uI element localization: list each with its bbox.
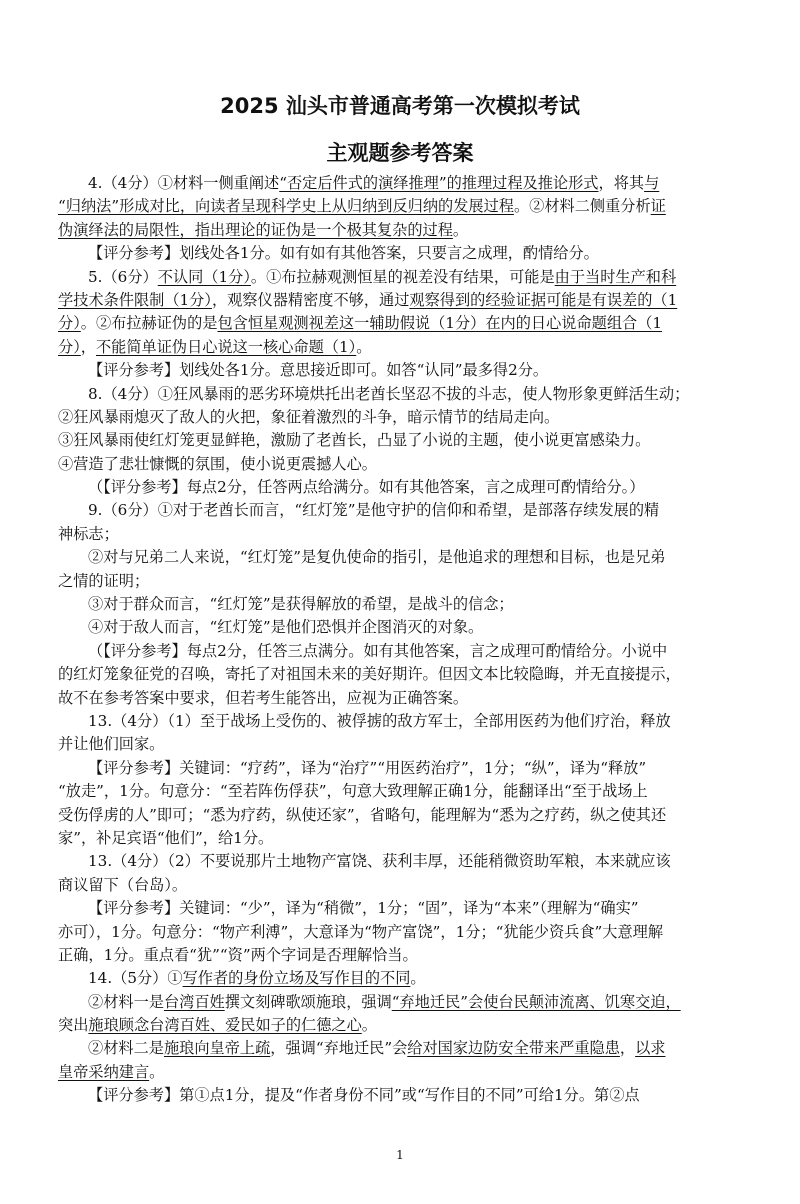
text-line [58,921,770,944]
text-segment: 【评分参考】划线处各1分。如有如有其他答案，只要言之成理，酌情给分。 [88,244,599,263]
underlined-text: 台湾百姓 [163,992,225,1011]
text-segment: 。 [452,220,469,239]
underlined-text: 证 [650,197,666,216]
text-line [58,616,770,639]
text-line [58,1037,770,1060]
text-segment: ④营造了悲壮慷慨的氛围，使小说更震撼人心。 [58,454,377,473]
underlined-text: “弃地迁民”会使台民颠沛流离、饥寒交迫， [391,992,681,1011]
text-segment: 。②布拉赫证伪的是 [80,314,218,333]
text-line [58,359,770,382]
text-line [58,546,770,569]
text-line [58,1061,770,1084]
text-segment: 。 [356,337,372,356]
text-line [58,733,770,756]
underlined-text: 不能简单证伪日心说这一核心命题（1） [95,337,357,356]
text-segment: ③狂风暴雨使红灯笼更显鲜艳，激励了老酋长，凸显了小说的主题，使小说更富感染力。 [58,431,651,450]
text-segment: ，强调“弃地迁民”会 [270,1039,408,1058]
text-line [58,406,770,429]
text-segment: （【评分参考】每点2分，任答两点给满分。如有其他答案，言之成理可酌情给分。） [88,478,645,497]
underlined-text: 学技术条件限制（1分） [58,290,212,309]
page-title: 2025 汕头市普通高考第一次模拟考试 [220,94,580,118]
text-line [58,523,770,546]
text-line [58,499,770,522]
text-line [58,266,770,289]
text-line [58,429,770,452]
text-line [58,195,770,218]
text-line [58,967,770,990]
text-line [58,476,770,499]
text-line [58,874,770,897]
text-segment: 5.（6分） [88,267,158,286]
text-line [58,383,770,406]
text-segment: 家”，补足宾语“他们”，给1分。 [58,828,274,847]
underlined-text: 与 [644,174,660,192]
text-segment: 。①布拉赫观测恒星的视差没有结果，可能是 [250,267,555,286]
underlined-text: 伪演绎法的局限性，指出理论的证伪是一个极其复杂的过程 [58,220,453,239]
underlined-text: 不认同（1分） [157,267,251,286]
underlined-text: 观察得到的经验证据可能是有误差的（1 [409,290,678,309]
text-segment: ，观察仪器精密度不够，通过 [211,290,410,309]
text-segment: 神标志； [58,524,119,543]
text-segment: 。 [410,969,426,988]
text-line [58,710,770,733]
text-segment: 13.（4分）（1）至于战场上受伤的、被俘掳的敌方军士，全部用医药为他们疗治，释放 [88,711,671,730]
text-line [58,687,770,710]
page-subtitle: 主观题参考答案 [326,141,474,165]
text-line [58,593,770,616]
underlined-text: 皇帝采纳建言 [58,1062,150,1081]
text-segment: 。②材料二侧重分析 [513,197,651,216]
text-segment: 亦可），1分。句意分：“物产利溥”，大意译为“物产富饶”，1分；“犹能少资兵食”大意理解 [58,922,664,941]
underlined-text: 写作者的身份立场及写作目的不同 [182,969,411,988]
text-segment: ，将其 [598,174,645,192]
text-line [58,453,770,476]
text-line [58,757,770,780]
text-segment: “放走”，1分。句意分：“至若阵伤俘获”，句意大致理解正确1分，能翻译出“至于战场上 [58,782,648,801]
text-line [58,804,770,827]
text-segment: 。 [361,1016,377,1035]
text-segment: 【评分参考】第①点1分，提及“作者身份不同”或“写作目的不同”可给1分。第②点 [88,1086,640,1105]
text-segment: 【评分参考】关键词：“少”，译为“稍微”，1分；“固”，译为“本来”（理解为“确实” [88,899,639,918]
text-line [58,172,770,195]
text-segment: 9.（6分）①对于老酋长而言，“红灯笼”是他守护的信仰和希望，是部落存续发展的精 [88,501,660,520]
underlined-text: 施琅顾念台湾百姓、爱民如子的仁德之心 [88,1016,362,1035]
text-segment: 【评分参考】关键词：“疗药”，译为“治疗”“用医药治疗”，1分；“纵”，译为“释放” [88,758,647,777]
underlined-text: “否定后件式的演绎推理”的推理过程及推论形式 [279,174,599,192]
text-segment: ④对于敌人而言，“红灯笼”是他们恐惧并企图消灭的对象。 [88,618,484,637]
text-line [58,897,770,920]
underlined-text: 以求 [635,1039,666,1058]
text-line [58,850,770,873]
underlined-text: 由于当时生产和科 [554,267,677,286]
text-segment: 13.（4分）（2）不要说那片土地物产富饶、获利丰厚，还能稍微资助军粮，本来就应该 [88,852,671,871]
text-line [58,336,770,359]
text-segment: 突出 [58,1016,89,1035]
answer-body [58,172,770,1108]
text-segment: 的红灯笼象征党的召唤，寄托了对祖国未来的美好期许。但因文本比较隐晦，并无直接提示， [58,665,681,684]
underlined-text: 分） [58,314,81,333]
text-segment: 撰文刻碑歌颂施琅，强调 [224,992,392,1011]
text-line [58,780,770,803]
text-segment: ②材料一是 [88,992,164,1011]
text-line [58,289,770,312]
text-segment: ②狂风暴雨熄灭了敌人的火把，象征着激烈的斗争，暗示情节的结局走向。 [58,407,560,426]
text-line [58,827,770,850]
text-line [58,312,770,335]
text-line [58,640,770,663]
text-segment: 14.（5分）① [88,969,183,988]
text-line [58,570,770,593]
text-line [58,944,770,967]
text-line [58,663,770,686]
text-line [58,1084,770,1107]
text-segment: 故不在参考答案中要求，但若考生能答出，应视为正确答案。 [58,688,469,707]
text-segment: 正确，1分。重点看“犹”“资”两个字词是否理解恰当。 [58,945,418,964]
text-segment: ②对与兄弟二人来说，“红灯笼”是复仇使命的指引，是他追求的理想和目标，也是兄弟 [88,548,666,567]
text-line [58,242,770,265]
underlined-text: 施琅向皇帝上疏 [163,1039,271,1058]
text-segment: ③对于群众而言，“红灯笼”是获得解放的希望，是战斗的信念； [88,595,514,614]
text-segment: 4.（4分）①材料一侧重阐述 [88,174,280,192]
page-number: 1 [396,1148,404,1162]
underlined-text: “归纳法”形成对比，向读者呈现科学史上从归纳到反归纳的发展过程 [58,197,514,216]
text-segment: 之情的证明； [58,571,150,590]
text-segment: 商议留下（台岛）。 [58,875,188,894]
text-segment: ， [80,337,96,356]
text-segment: 并让他们回家。 [58,735,165,754]
text-segment: 【评分参考】划线处各1分。意思接近即可。如答“认同”最多得2分。 [88,361,549,380]
text-segment: （【评分参考】每点2分，任答三点满分。如有其他答案，言之成理可酌情给分。小说中 [88,641,668,660]
text-segment: 8.（4分）①狂风暴雨的恶劣环境烘托出老酋长坚忍不拔的斗志，使人物形象更鲜活生动； [88,384,690,403]
text-line [58,1014,770,1037]
text-segment: 受伤俘虏的人”即可；“悉为疗药，纵使还家”，省略句，能理解为“悉为之疗药，纵之使其还 [58,805,667,824]
text-segment: ， [619,1039,636,1058]
underlined-text: 给对国家边防安全带来严重隐患 [407,1039,620,1058]
text-line [58,219,770,242]
text-line [58,991,770,1014]
text-segment: ②材料二是 [88,1039,164,1058]
text-segment: 。 [149,1062,165,1081]
underlined-text: 分） [58,337,81,356]
underlined-text: 包含恒星观测视差这一辅助假说（1分）在内的日心说命题组合（1 [217,314,663,333]
